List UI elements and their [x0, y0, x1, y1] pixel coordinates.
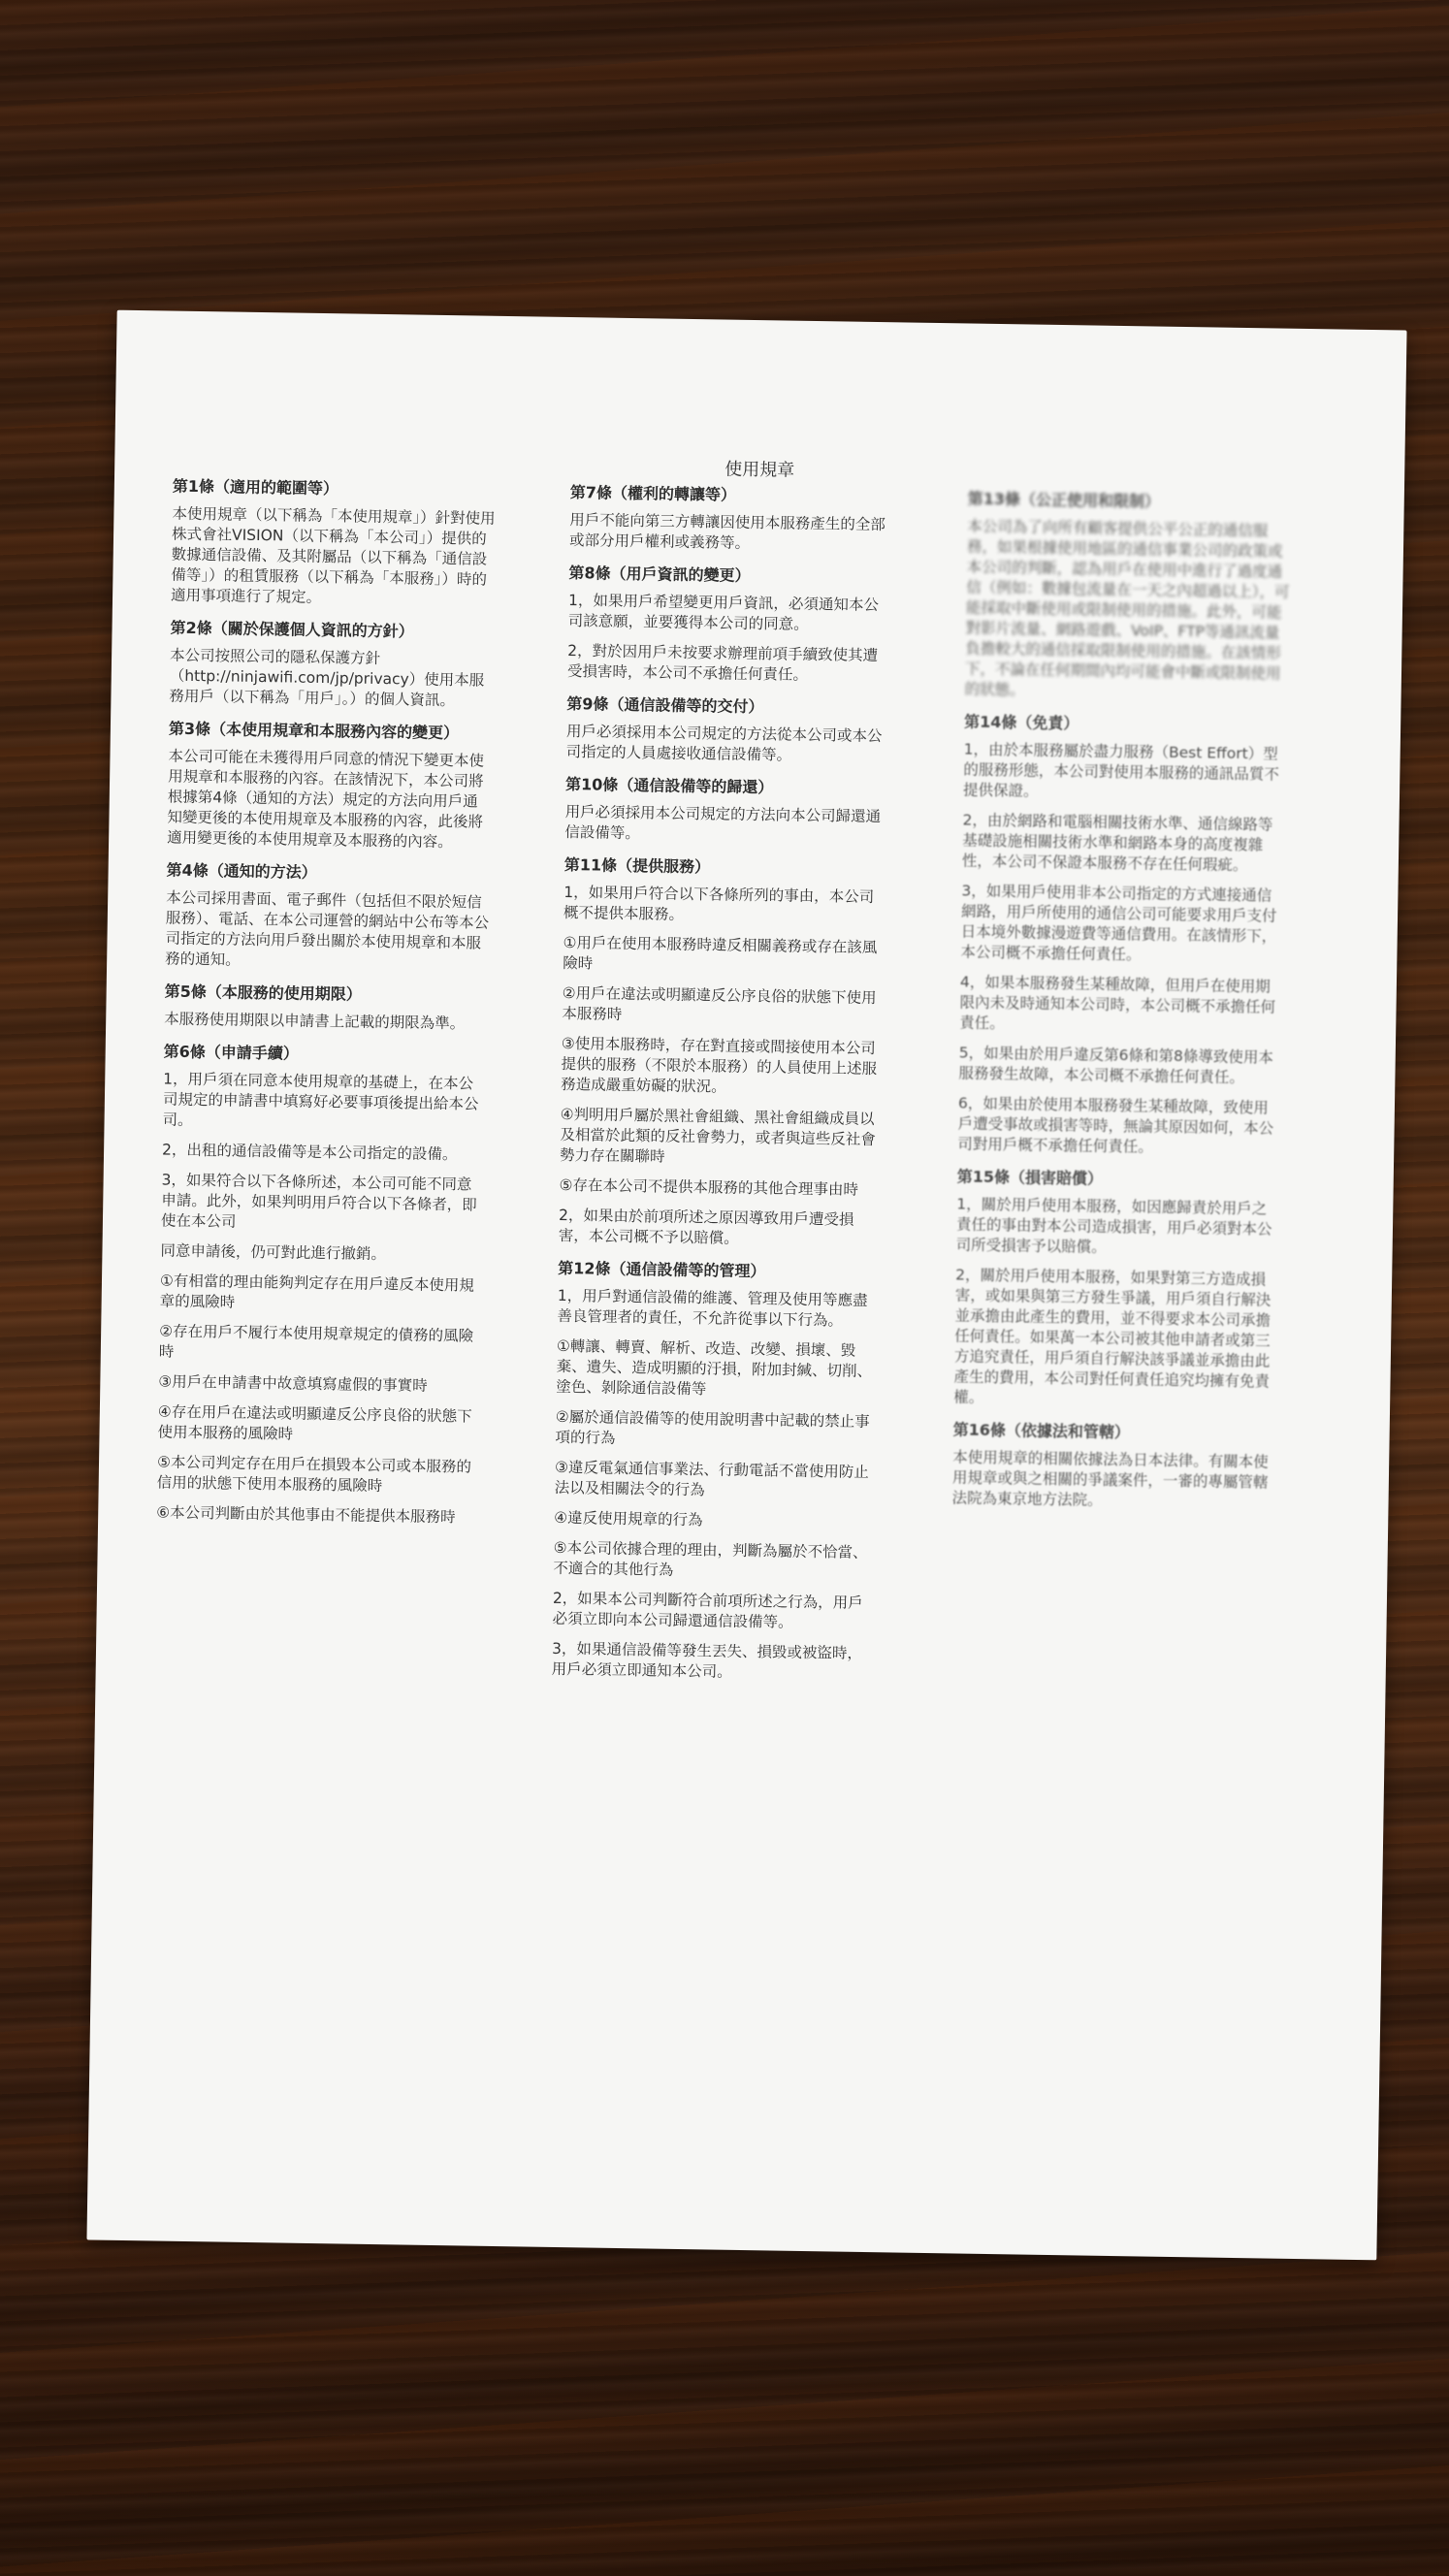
article-paragraph: 2，如果由於前項所述之原因導致用戶遭受損害，本公司概不予以賠償。: [558, 1206, 854, 1247]
article: [164, 982, 490, 1035]
article-paragraph: 1，如果用戶符合以下各條所列的事由，本公司概不提供本服務。: [563, 883, 875, 923]
article-paragraph: 2，如果本公司判斷符合前項所述之行為，用戶必須立即向本公司歸還通信設備等。: [552, 1589, 863, 1631]
article-heading: 第5條（本服務的使用期限）: [164, 982, 362, 1004]
article-paragraph: ②存在用戶不履行本使用規章規定的債務的風險時: [158, 1322, 474, 1361]
article-heading: 第11條（提供服務）: [564, 854, 711, 877]
article-paragraph: ③違反電氣通信事業法、行動電話不當使用防止法以及相關法令的行為: [554, 1458, 870, 1499]
article: [957, 711, 1289, 1159]
article: [167, 719, 494, 853]
article: [965, 488, 1293, 704]
article-heading: 第15條（損害賠償）: [956, 1167, 1104, 1188]
article: [171, 476, 498, 611]
article-paragraph: ④存在用戶在違法或明顯違反公序良俗的狀態下使用本服務的風險時: [157, 1402, 472, 1443]
document-page: [86, 310, 1406, 2261]
article: [953, 1166, 1282, 1412]
article-heading: 第1條（適用的範圍等）: [172, 476, 339, 499]
article-paragraph: 本服務使用期限以申請書上記載的期限為準。: [164, 1010, 466, 1033]
article-paragraph: 2，關於用戶使用本服務，如果對第三方造成損害，或如果與第三方發生爭議，用戶須自行解決並承擔由此產生的費用，並不得要求本公司承擔任何責任。如果萬一本公司被其他申請者或第三方追究責任，用戶須自行解決該爭議並承擔由此產生的費用，本公司對任何責任追究均擁有免責權。: [953, 1266, 1272, 1406]
document-title: 使用規章: [724, 459, 795, 481]
article-heading: 第7條（權利的轉讓等）: [569, 483, 737, 504]
article-paragraph: ⑤存在本公司不提供本服務的其他合理事由時: [559, 1175, 859, 1199]
article: [165, 860, 492, 975]
article-paragraph: 本公司按照公司的隱私保護方針（http://ninjawifi.com/jp/privacy）使用本服務用戶（以下稱為「用戶」。）的個人資訊。: [169, 646, 485, 710]
article-heading: 第12條（通信設備等的管理）: [558, 1258, 766, 1281]
article-paragraph: 用戶必須採用本公司規定的方法從本公司或本公司指定的人員處接收通信設備等。: [565, 723, 883, 764]
article-heading: 第4條（通知的方法）: [166, 860, 317, 882]
article-paragraph: ⑤本公司依據合理的理由，判斷為屬於不恰當、不適合的其他行為: [553, 1538, 868, 1579]
article-paragraph: 1，用戶對通信設備的維護、管理及使用等應盡善良管理者的責任，不允許從事以下行為。: [557, 1286, 868, 1330]
article-paragraph: 1，由於本服務屬於盡力服務（Best Effort）型的服務形態，本公司對使用本服務的通訊品質不提供保證。: [962, 740, 1279, 800]
article-heading: 第8條（用戶資訊的變更）: [568, 564, 751, 585]
article-paragraph: ③用戶在申請書中故意填寫虛假的事實時: [158, 1372, 428, 1395]
column-1: [156, 476, 498, 1540]
article-paragraph: ③使用本服務時，存在對直接或間接使用本公司提供的服務（不限於本服務）的人員使用上述服務造成嚴重妨礙的狀況。: [561, 1034, 878, 1096]
article-paragraph: 5，如果由於用戶違反第6條和第8條導致使用本服務發生故障，本公司概不承擔任何責任。: [958, 1044, 1273, 1087]
article-heading: 第16條（依據法和管轄）: [952, 1420, 1131, 1442]
article: [569, 482, 895, 556]
article-paragraph: 2，出租的通信設備等是本公司指定的設備。: [161, 1141, 458, 1164]
article-heading: 第2條（關於保護個人資訊的方針）: [170, 618, 414, 641]
column-2: [551, 482, 895, 1696]
article-paragraph: ②屬於通信設備等的使用說明書中記載的禁止事項的行為: [555, 1407, 870, 1447]
article: [951, 1419, 1277, 1513]
article-heading: 第3條（本使用規章和本服務內容的變更）: [168, 719, 460, 743]
article-heading: 第6條（申請手續）: [163, 1042, 299, 1063]
article-paragraph: ④判明用戶屬於黑社會組織、黑社會組織成員以及相當於此類的反社會勢力，或者與這些反社會勢力存在關聯時: [559, 1105, 877, 1166]
article-heading: 第9條（通信設備等的交付）: [566, 694, 764, 717]
article-paragraph: 4，如果本服務發生某種故障，但用戶在使用期限內未及時通知本公司時，本公司概不承擔任何責任。: [959, 973, 1276, 1033]
article-paragraph: 3，如果符合以下各條所述，本公司可能不同意申請。此外，如果判明用戶符合以下各條者，即使在本公司: [160, 1171, 477, 1231]
column-3: [951, 488, 1293, 1525]
article-paragraph: 本公司採用書面、電子郵件（包括但不限於短信服務）、電話、在本公司運營的網站中公布等本公司指定的方法向用戶發出關於本使用規章和本服務的通知。: [165, 888, 490, 969]
article-paragraph: 3，如果用戶使用非本公司指定的方式連接通信網路，用戶所使用的通信公司可能要求用戶支付日本境外數據漫遊費等通信費用。在該情形下，本公司概不承擔任何責任。: [960, 882, 1277, 964]
article-paragraph: ①有相當的理由能夠判定存在用戶違反本使用規章的風險時: [159, 1272, 475, 1311]
article-paragraph: ②用戶在違法或明顯違反公序良俗的狀態下使用本服務時: [562, 983, 877, 1023]
article-paragraph: 1，關於用戶使用本服務，如因應歸責於用戶之責任的事由對本公司造成損害，用戶必須對本公司所受損害予以賠償。: [955, 1195, 1272, 1256]
article: [552, 1258, 884, 1685]
article-paragraph: 6，如果由於使用本服務發生某種故障，致使用戶遭受事故或損害等時，無論其原因如何，本公司對用戶概不承擔任何責任。: [957, 1094, 1274, 1156]
article-paragraph: 3，如果通信設備等發生丟失、損毀或被盜時，用戶必須立即通知本公司。: [551, 1639, 863, 1681]
article-paragraph: 本使用規章的相關依據法為日本法律。有關本使用規章或與之相關的爭議案件，一審的專屬管轄法院為東京地方法院。: [951, 1448, 1269, 1509]
article-paragraph: 1，如果用戶希望變更用戶資訊，必須通知本公司該意願，並要獲得本公司的同意。: [567, 592, 880, 633]
article-paragraph: ⑥本公司判斷由於其他事由不能提供本服務時: [156, 1503, 456, 1527]
article-paragraph: 同意申請後，仍可對此進行撤銷。: [160, 1241, 387, 1264]
article-paragraph: ①用戶在使用本服務時違反相關義務或存在該風險時: [563, 933, 878, 973]
article-heading: 第10條（通信設備等的歸還）: [564, 775, 774, 797]
article-paragraph: 2，由於網路和電腦相關技術水準、通信線路等基礎設施相關技術水準和網路本身的高度複雜性，本公司不保證本服務不存在任何瑕疵。: [961, 811, 1273, 875]
article: [559, 854, 889, 1251]
article: [169, 618, 495, 712]
article: [156, 1042, 489, 1529]
article: [567, 563, 894, 687]
article: [565, 693, 891, 767]
article-paragraph: ④違反使用規章的行為: [554, 1508, 703, 1530]
article-paragraph: 本公司為了向所有顧客提供公平公正的通信服務，如果根據使用地區的通信事業公司的政策或本公司的判斷，認為用戶在使用中進行了過度通信（例如：數據包流量在一天之內超過以上），可能採取中斷使用或限制使用的措施。此外，可能對影片流量、網路遊戲、VoIP、FTP等通訊流量負擔較大的通信採取限制使用的措施。在該情形下，不論在任何期間內均可能會中斷或限制使用的狀態。: [964, 517, 1290, 699]
article-paragraph: ①轉讓、轉賣、解析、改造、改變、損壞、毀棄、遺失、造成明顯的汙損，附加封緘、切削、塗色、剝除通信設備等: [556, 1336, 873, 1399]
article-heading: 第13條（公正使用和限制）: [967, 489, 1161, 511]
article-paragraph: 用戶不能向第三方轉讓因使用本服務產生的全部或部分用戶權利或義務等。: [568, 511, 886, 552]
article-paragraph: 用戶必須採用本公司規定的方法向本公司歸還通信設備等。: [564, 802, 882, 843]
article-paragraph: 1，用戶須在同意本使用規章的基礎上，在本公司規定的申請書中填寫好必要事項後提出給本公司。: [162, 1070, 479, 1130]
article-paragraph: 本公司可能在未獲得用戶同意的情況下變更本使用規章和本服務的內容。在該情況下，本公司將根據第4條（通知的方法）規定的方法向用戶通知變更後的本使用規章及本服務的內容，此後將適用變更後的本使用規章及本服務的內容。: [167, 747, 485, 852]
article-heading: 第14條（免責）: [964, 712, 1079, 733]
article: [564, 774, 890, 848]
article-paragraph: ⑤本公司判定存在用戶在損毀本公司或本服務的信用的狀態下使用本服務的風險時: [156, 1453, 472, 1496]
article-paragraph: 2，對於因用戶未按要求辦理前項手續致使其遭受損害時，本公司不承擔任何責任。: [566, 642, 879, 684]
article-paragraph: 本使用規章（以下稱為「本使用規章」）針對使用株式會社VISION（以下稱為「本公司」）提供的數據通信設備、及其附屬品（以下稱為「通信設備等」）的租賃服務（以下稱為「本服務」）時的適用事項進行了規定。: [170, 504, 496, 607]
